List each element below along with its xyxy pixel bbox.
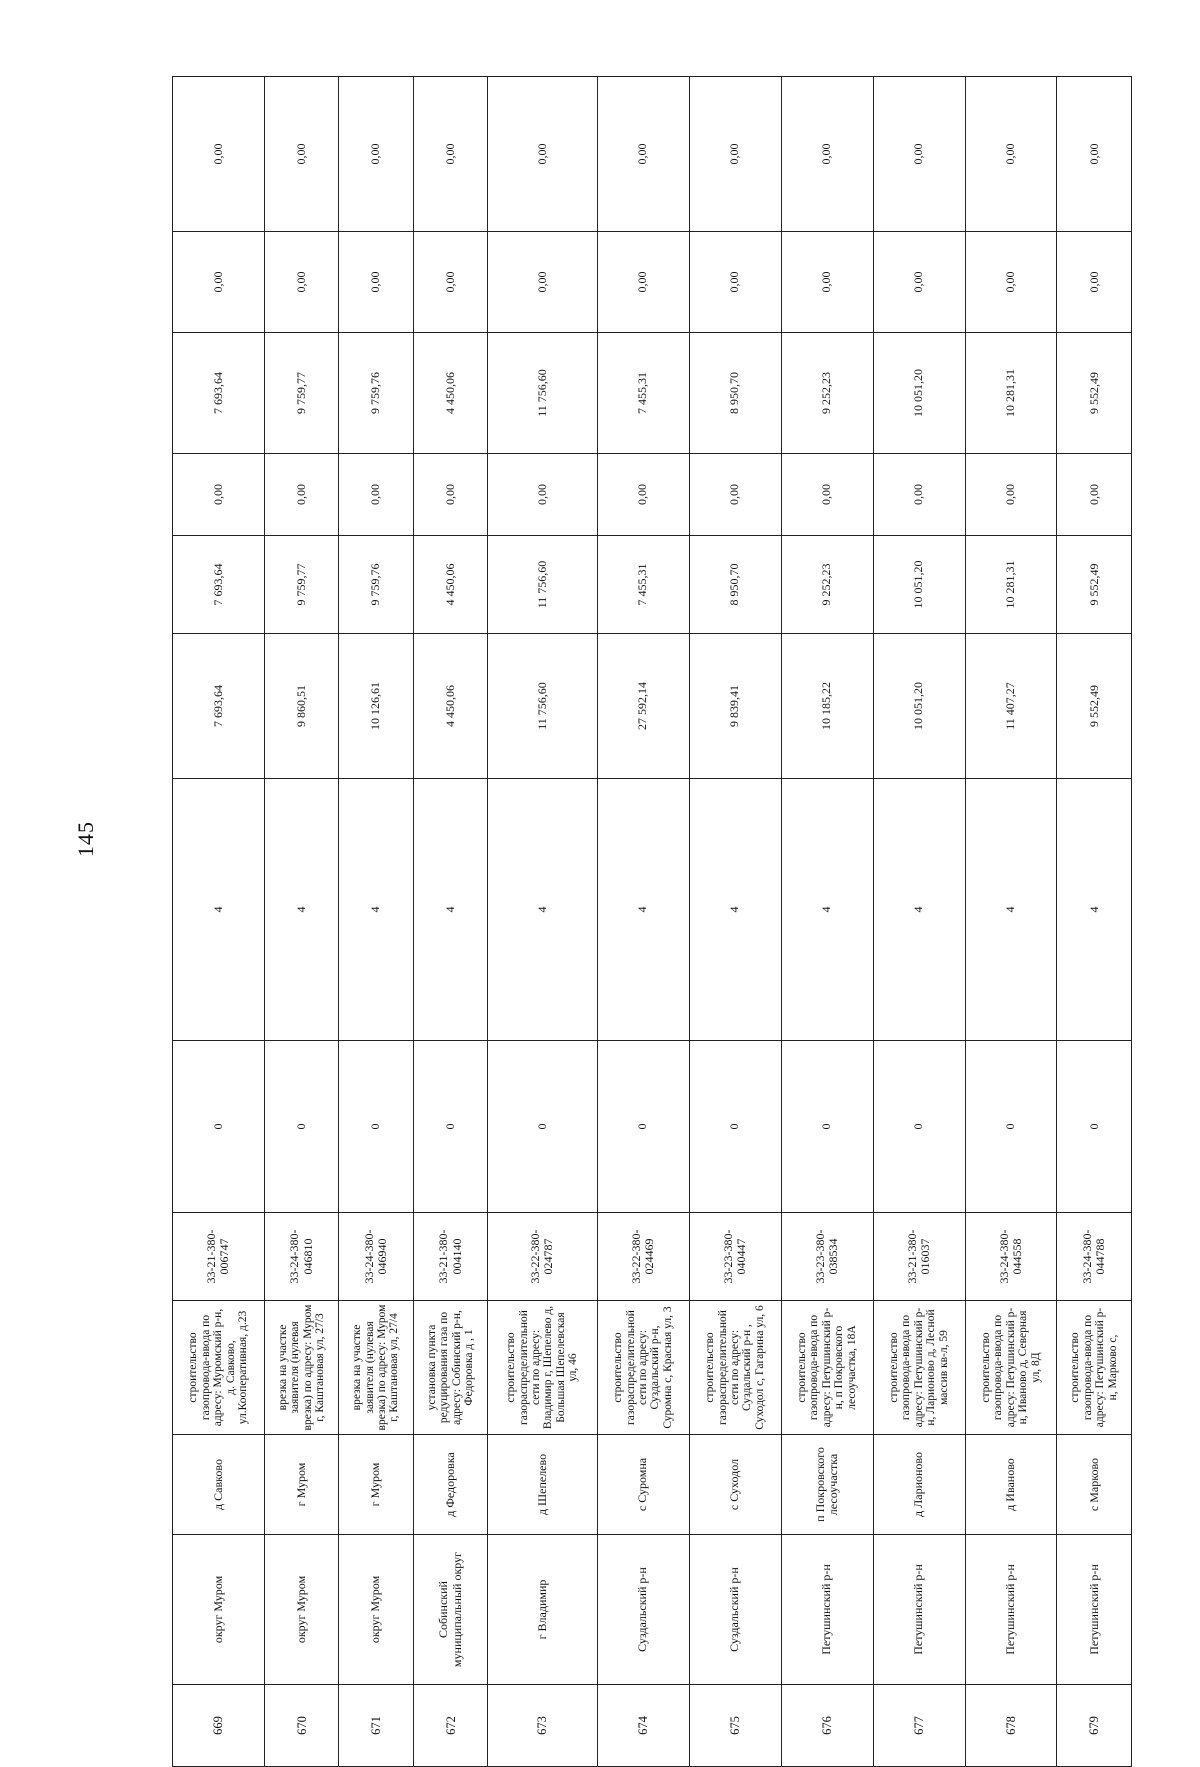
- amount-5-cell: 0,00: [873, 232, 965, 333]
- amount-5-cell: 0,00: [173, 232, 265, 333]
- col-b-cell: 4: [264, 779, 338, 1041]
- registry-rows: [173, 77, 1132, 1767]
- description-cell: строительство газопровода-ввода по адресу: Петушинский р-н, Ларионово д, Лесной массив кв-л, 59: [873, 1301, 965, 1435]
- table-row: [339, 77, 413, 1767]
- amount-4-cell: 11 756,60: [488, 333, 598, 454]
- description-cell: строительство газораспределительной сети по адресу: Суздальский р-н, Суромна с, Красная ул, 3: [597, 1301, 689, 1435]
- col-b-cell: 4: [597, 779, 689, 1041]
- description-cell: строительство газопровода-ввода по адресу: Муромский р-н, д. Савково, ул.Кооперативная, д.23: [173, 1301, 265, 1435]
- row-number-cell: 676: [781, 1685, 873, 1767]
- table-row: [173, 77, 265, 1767]
- amount-4-cell: 9 552,49: [1057, 333, 1132, 454]
- amount-3-cell: 0,00: [488, 454, 598, 536]
- amount-4-cell: 9 759,76: [339, 333, 413, 454]
- settlement-cell: г Муром: [339, 1435, 413, 1535]
- table-row: [597, 77, 689, 1767]
- col-b-cell: 4: [339, 779, 413, 1041]
- row-number-cell: 673: [488, 1685, 598, 1767]
- code-cell: 33-24-380-046940: [339, 1213, 413, 1301]
- settlement-cell: с Марково: [1057, 1435, 1132, 1535]
- district-cell: Суздальский р-н: [597, 1535, 689, 1685]
- row-number-cell: 675: [689, 1685, 781, 1767]
- table-row: [488, 77, 598, 1767]
- row-number-cell: 671: [339, 1685, 413, 1767]
- amount-3-cell: 0,00: [264, 454, 338, 536]
- amount-2-cell: 11 756,60: [488, 536, 598, 634]
- col-b-cell: 4: [689, 779, 781, 1041]
- table-row: [689, 77, 781, 1767]
- amount-1-cell: 9 839,41: [689, 634, 781, 779]
- settlement-cell: д Ларионово: [873, 1435, 965, 1535]
- table-row: [413, 77, 487, 1767]
- code-cell: 33-21-380-004140: [413, 1213, 487, 1301]
- code-cell: 33-23-380-038534: [781, 1213, 873, 1301]
- district-cell: Петушинский р-н: [965, 1535, 1057, 1685]
- col-b-cell: 4: [173, 779, 265, 1041]
- amount-5-cell: 0,00: [339, 232, 413, 333]
- description-cell: строительство газопровода-ввода по адресу: Петушинский р-н, Иваново д, Северная ул, 8Д: [965, 1301, 1057, 1435]
- amount-1-cell: 10 051,20: [873, 634, 965, 779]
- description-cell: строительство газораспределительной сети по адресу: Суздальский р-н , Суходол с, Гагарина ул, 6: [689, 1301, 781, 1435]
- settlement-cell: с Суромна: [597, 1435, 689, 1535]
- amount-3-cell: 0,00: [965, 454, 1057, 536]
- amount-2-cell: 9 252,23: [781, 536, 873, 634]
- district-cell: округ Муром: [339, 1535, 413, 1685]
- amount-2-cell: 7 455,31: [597, 536, 689, 634]
- code-cell: 33-22-380-024469: [597, 1213, 689, 1301]
- amount-5-cell: 0,00: [413, 232, 487, 333]
- settlement-cell: с Суходол: [689, 1435, 781, 1535]
- row-number-cell: 678: [965, 1685, 1057, 1767]
- col-b-cell: 4: [488, 779, 598, 1041]
- amount-1-cell: 11 756,60: [488, 634, 598, 779]
- description-cell: врезка на участке заявителя (нулевая врезка) по адресу: Муром г, Каштановая ул, 27/3: [264, 1301, 338, 1435]
- amount-2-cell: 9 759,76: [339, 536, 413, 634]
- amount-4-cell: 10 051,20: [873, 333, 965, 454]
- district-cell: Суздальский р-н: [689, 1535, 781, 1685]
- code-cell: 33-24-380-046810: [264, 1213, 338, 1301]
- amount-3-cell: 0,00: [173, 454, 265, 536]
- amount-3-cell: 0,00: [873, 454, 965, 536]
- code-cell: 33-22-380-024787: [488, 1213, 598, 1301]
- district-cell: Петушинский р-н: [1057, 1535, 1132, 1685]
- amount-2-cell: 8 950,70: [689, 536, 781, 634]
- col-b-cell: 4: [781, 779, 873, 1041]
- amount-1-cell: 11 407,27: [965, 634, 1057, 779]
- amount-1-cell: 27 592,14: [597, 634, 689, 779]
- district-cell: г Владимир: [488, 1535, 598, 1685]
- code-cell: 33-24-380-044788: [1057, 1213, 1132, 1301]
- amount-3-cell: 0,00: [781, 454, 873, 536]
- amount-4-cell: 4 450,06: [413, 333, 487, 454]
- amount-3-cell: 0,00: [339, 454, 413, 536]
- description-cell: строительство газопровода-ввода по адресу: Петушинский р-н, п Покровского лесоучастка, 18А: [781, 1301, 873, 1435]
- description-cell: установка пункта редуцирования газа по адресу: Собинский р-н, Федоровка д , 1: [413, 1301, 487, 1435]
- amount-2-cell: 10 281,31: [965, 536, 1057, 634]
- amount-6-cell: 0,00: [264, 77, 338, 232]
- description-cell: строительство газопровода-ввода по адресу: Петушинский р-н, Марково с,: [1057, 1301, 1132, 1435]
- amount-6-cell: 0,00: [781, 77, 873, 232]
- settlement-cell: д Шепелево: [488, 1435, 598, 1535]
- col-a-cell: 0: [339, 1041, 413, 1213]
- amount-6-cell: 0,00: [413, 77, 487, 232]
- col-a-cell: 0: [413, 1041, 487, 1213]
- settlement-cell: д Федоровка: [413, 1435, 487, 1535]
- amount-2-cell: 7 693,64: [173, 536, 265, 634]
- registry-sheet: [172, 77, 1132, 1767]
- amount-4-cell: 9 759,77: [264, 333, 338, 454]
- amount-6-cell: 0,00: [488, 77, 598, 232]
- table-row: [873, 77, 965, 1767]
- amount-2-cell: 4 450,06: [413, 536, 487, 634]
- col-b-cell: 4: [1057, 779, 1132, 1041]
- col-b-cell: 4: [413, 779, 487, 1041]
- col-a-cell: 0: [689, 1041, 781, 1213]
- description-cell: строительство газораспределительной сети по адресу: Владимир г, Шепелево д, Большая Шепелевская ул, 46: [488, 1301, 598, 1435]
- amount-2-cell: 9 759,77: [264, 536, 338, 634]
- col-a-cell: 0: [1057, 1041, 1132, 1213]
- amount-4-cell: 7 455,31: [597, 333, 689, 454]
- amount-1-cell: 10 185,22: [781, 634, 873, 779]
- amount-6-cell: 0,00: [689, 77, 781, 232]
- amount-4-cell: 7 693,64: [173, 333, 265, 454]
- row-number-cell: 672: [413, 1685, 487, 1767]
- description-cell: врезка на участке заявителя (нулевая врезка) по адресу: Муром г, Каштановая ул, 27/4: [339, 1301, 413, 1435]
- amount-3-cell: 0,00: [1057, 454, 1132, 536]
- table-row: [965, 77, 1057, 1767]
- amount-5-cell: 0,00: [689, 232, 781, 333]
- district-cell: Собинский муниципальный округ: [413, 1535, 487, 1685]
- settlement-cell: д Иваново: [965, 1435, 1057, 1535]
- amount-5-cell: 0,00: [597, 232, 689, 333]
- settlement-cell: п Покровского лесоучастка: [781, 1435, 873, 1535]
- col-a-cell: 0: [873, 1041, 965, 1213]
- row-number-cell: 674: [597, 1685, 689, 1767]
- amount-2-cell: 10 051,20: [873, 536, 965, 634]
- amount-1-cell: 4 450,06: [413, 634, 487, 779]
- amount-1-cell: 9 552,49: [1057, 634, 1132, 779]
- amount-6-cell: 0,00: [1057, 77, 1132, 232]
- district-cell: Петушинский р-н: [873, 1535, 965, 1685]
- code-cell: 33-23-380-040447: [689, 1213, 781, 1301]
- code-cell: 33-21-380-016037: [873, 1213, 965, 1301]
- row-number-cell: 677: [873, 1685, 965, 1767]
- amount-4-cell: 10 281,31: [965, 333, 1057, 454]
- code-cell: 33-24-380-044558: [965, 1213, 1057, 1301]
- amount-1-cell: 10 126,61: [339, 634, 413, 779]
- col-a-cell: 0: [173, 1041, 265, 1213]
- col-a-cell: 0: [488, 1041, 598, 1213]
- table-row: [781, 77, 873, 1767]
- amount-3-cell: 0,00: [413, 454, 487, 536]
- table-row: [1057, 77, 1132, 1767]
- amount-4-cell: 8 950,70: [689, 333, 781, 454]
- col-a-cell: 0: [264, 1041, 338, 1213]
- amount-5-cell: 0,00: [488, 232, 598, 333]
- settlement-cell: г Муром: [264, 1435, 338, 1535]
- col-b-cell: 4: [965, 779, 1057, 1041]
- amount-5-cell: 0,00: [781, 232, 873, 333]
- col-a-cell: 0: [965, 1041, 1057, 1213]
- amount-3-cell: 0,00: [689, 454, 781, 536]
- district-cell: округ Муром: [173, 1535, 265, 1685]
- page-number: 145: [73, 821, 98, 857]
- amount-6-cell: 0,00: [597, 77, 689, 232]
- amount-1-cell: 9 860,51: [264, 634, 338, 779]
- amount-3-cell: 0,00: [597, 454, 689, 536]
- row-number-cell: 679: [1057, 1685, 1132, 1767]
- district-cell: Петушинский р-н: [781, 1535, 873, 1685]
- col-b-cell: 4: [873, 779, 965, 1041]
- amount-6-cell: 0,00: [173, 77, 265, 232]
- col-a-cell: 0: [781, 1041, 873, 1213]
- amount-5-cell: 0,00: [1057, 232, 1132, 333]
- amount-2-cell: 9 552,49: [1057, 536, 1132, 634]
- code-cell: 33-21-380-006747: [173, 1213, 265, 1301]
- registry-table: [172, 76, 1132, 1767]
- amount-6-cell: 0,00: [873, 77, 965, 232]
- district-cell: округ Муром: [264, 1535, 338, 1685]
- amount-4-cell: 9 252,23: [781, 333, 873, 454]
- amount-6-cell: 0,00: [965, 77, 1057, 232]
- table-row: [264, 77, 338, 1767]
- col-a-cell: 0: [597, 1041, 689, 1213]
- row-number-cell: 669: [173, 1685, 265, 1767]
- settlement-cell: д Савково: [173, 1435, 265, 1535]
- amount-5-cell: 0,00: [965, 232, 1057, 333]
- amount-6-cell: 0,00: [339, 77, 413, 232]
- amount-5-cell: 0,00: [264, 232, 338, 333]
- amount-1-cell: 7 693,64: [173, 634, 265, 779]
- row-number-cell: 670: [264, 1685, 338, 1767]
